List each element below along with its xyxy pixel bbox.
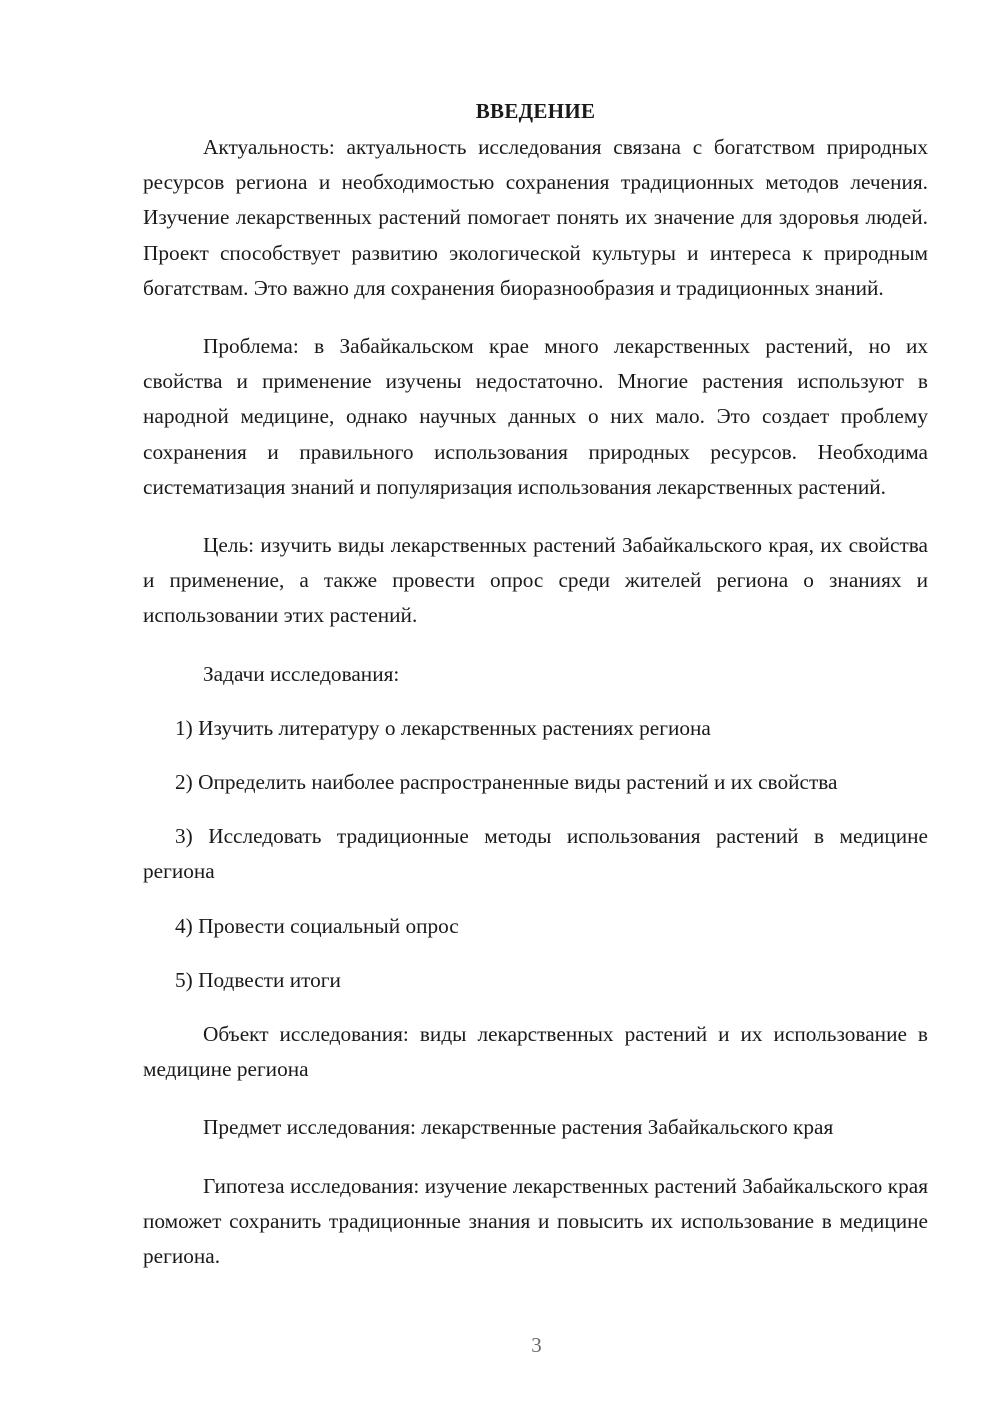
task-item-3: 3) Исследовать традиционные методы использования растений в медицине региона [143, 824, 928, 884]
task-item-2: 2) Определить наиболее распространенные виды растений и их свойства [175, 770, 838, 795]
relevance-paragraph: Актуальность: актуальность исследования связана с богатством природных ресурсов региона и необходимостью сохранения традиционных методов лечения. Изучение лекарственных растений помогает понять их значение для здоровья людей. Проект способствует развитию экологической культуры и интереса к природным богатствам. Это важно для сохранения биоразнообразия и традиционных знаний. [143, 135, 928, 300]
problem-paragraph: Проблема: в Забайкальском крае много лекарственных растений, но их свойства и применение изучены недостаточно. Многие растения используют в народной медицине, однако научных данных о них мало. Это создает проблему сохранения и правильного использования природных ресурсов. Необходима систематизация знаний и популяризация использования лекарственных растений. [143, 334, 928, 499]
page-number: 3 [531, 1333, 542, 1357]
subject-paragraph: Предмет исследования: лекарственные растения Забайкальского края [203, 1115, 834, 1140]
document-page [143, 96, 928, 1274]
task-item-1: 1) Изучить литературу о лекарственных растениях региона [175, 715, 711, 740]
task-item-4: 4) Провести социальный опрос [175, 913, 459, 938]
tasks-heading: Задачи исследования: [203, 661, 400, 686]
object-paragraph: Объект исследования: виды лекарственных растений и их использование в медицине региона [143, 1022, 928, 1082]
hypothesis-paragraph: Гипотеза исследования: изучение лекарственных растений Забайкальского края поможет сохранить традиционные знания и повысить их использование в медицине региона. [143, 1173, 928, 1269]
task-item-5: 5) Подвести итоги [175, 967, 341, 992]
goal-paragraph: Цель: изучить виды лекарственных растений Забайкальского края, их свойства и применение, а также провести опрос среди жителей региона о знаниях и использовании этих растений. [143, 533, 928, 628]
page-title: ВВЕДЕНИЕ [475, 99, 596, 123]
